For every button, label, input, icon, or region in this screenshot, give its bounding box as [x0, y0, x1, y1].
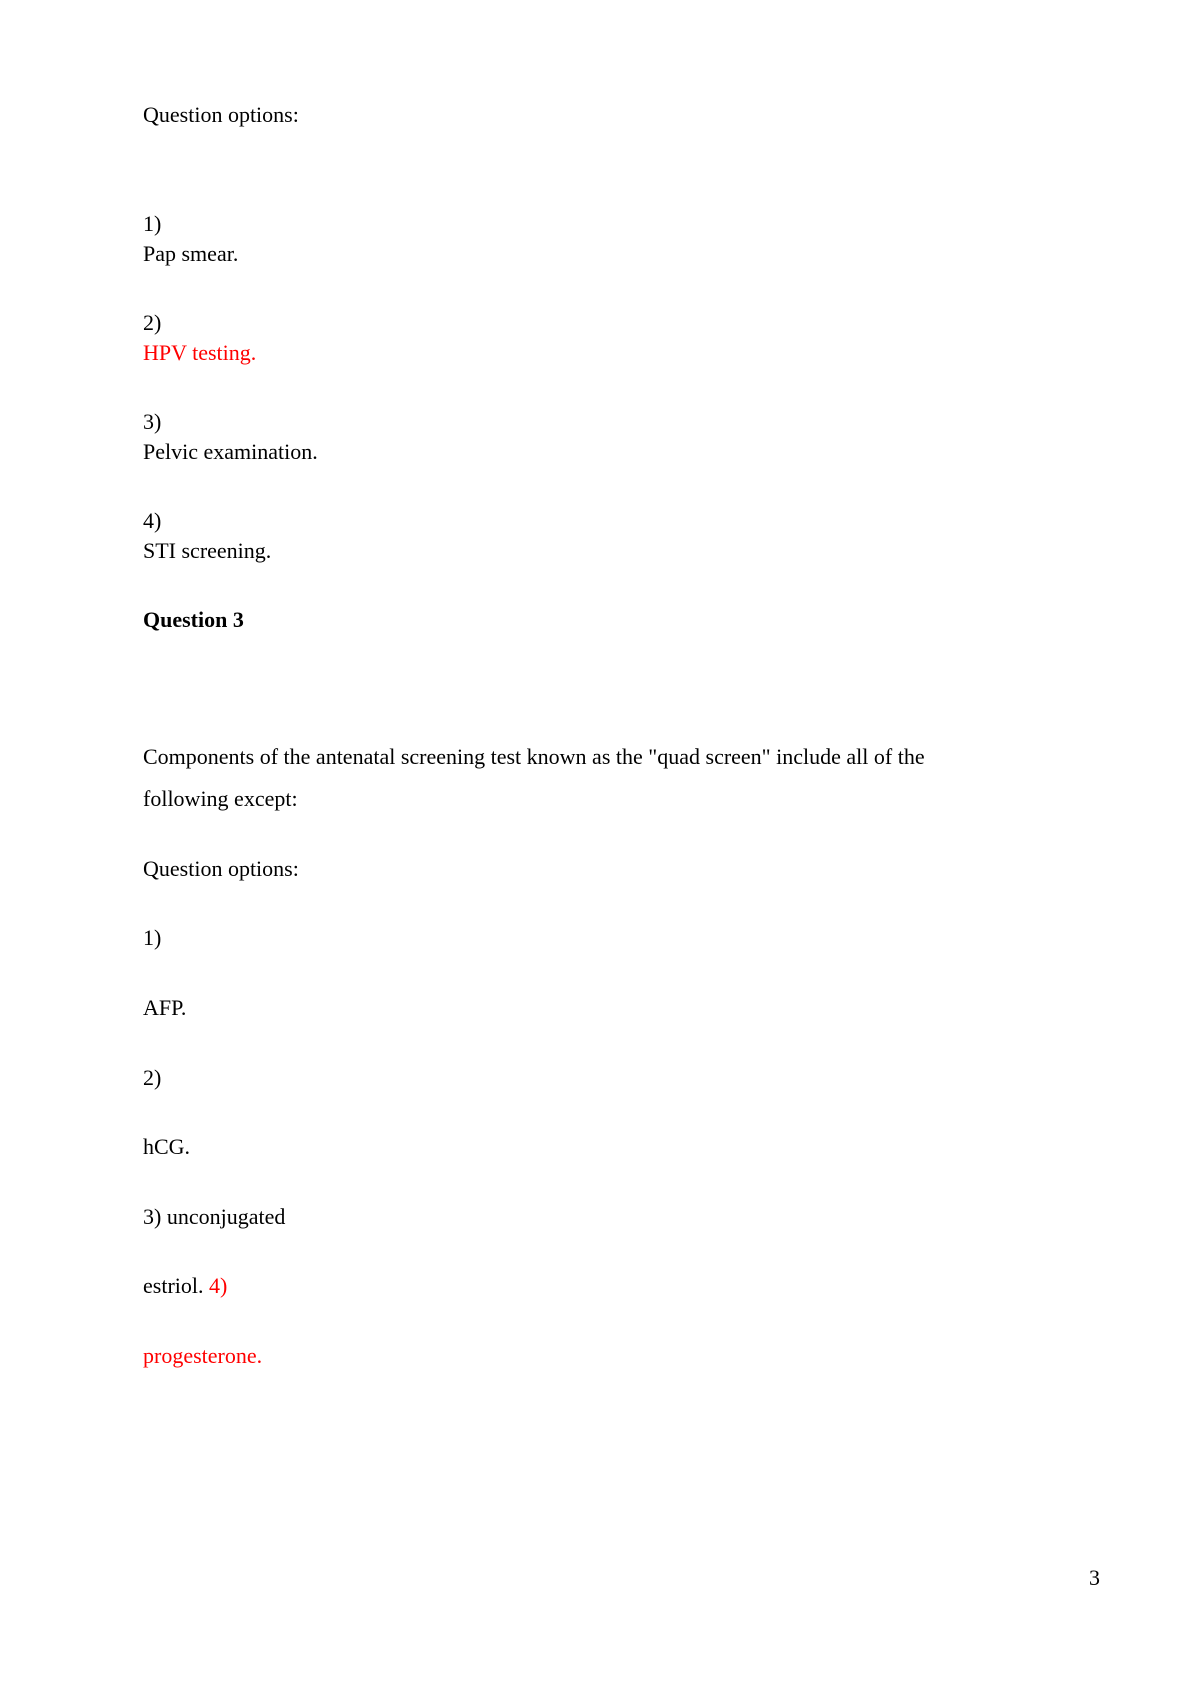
- q3-heading: Question 3: [143, 607, 244, 632]
- q3-option-1-text: AFP.: [143, 995, 187, 1020]
- page-number: 3: [1089, 1565, 1100, 1590]
- q3-option-3-line: [143, 1275, 227, 1297]
- q3-options-heading: Question options:: [143, 856, 299, 881]
- q3-option-4-text: progesterone.: [143, 1343, 263, 1368]
- q2-option-4-text: STI screening.: [143, 538, 272, 563]
- q2-option-1-number: 1): [143, 211, 162, 236]
- q3-option-2-text: hCG.: [143, 1134, 191, 1159]
- q3-option-4-number: 4): [209, 1273, 228, 1298]
- q2-option-3-text: Pelvic examination.: [143, 439, 318, 464]
- q2-option-4-number: 4): [143, 508, 162, 533]
- q2-option-2-text: HPV testing.: [143, 340, 257, 365]
- q2-option-3-number: 3): [143, 409, 162, 434]
- q3-stem-line-2: following except:: [143, 786, 298, 811]
- q2-option-1-text: Pap smear.: [143, 241, 239, 266]
- q3-option-3-text: estriol.: [143, 1273, 204, 1298]
- q3-option-1-number: 1): [143, 925, 162, 950]
- q3-option-3-prefix: 3) unconjugated: [143, 1204, 286, 1229]
- q3-stem-line-1: Components of the antenatal screening test known as the "quad screen" include all of the: [143, 744, 925, 769]
- q2-options-heading: Question options:: [143, 102, 299, 127]
- q3-option-2-number: 2): [143, 1065, 162, 1090]
- q2-option-2-number: 2): [143, 310, 162, 335]
